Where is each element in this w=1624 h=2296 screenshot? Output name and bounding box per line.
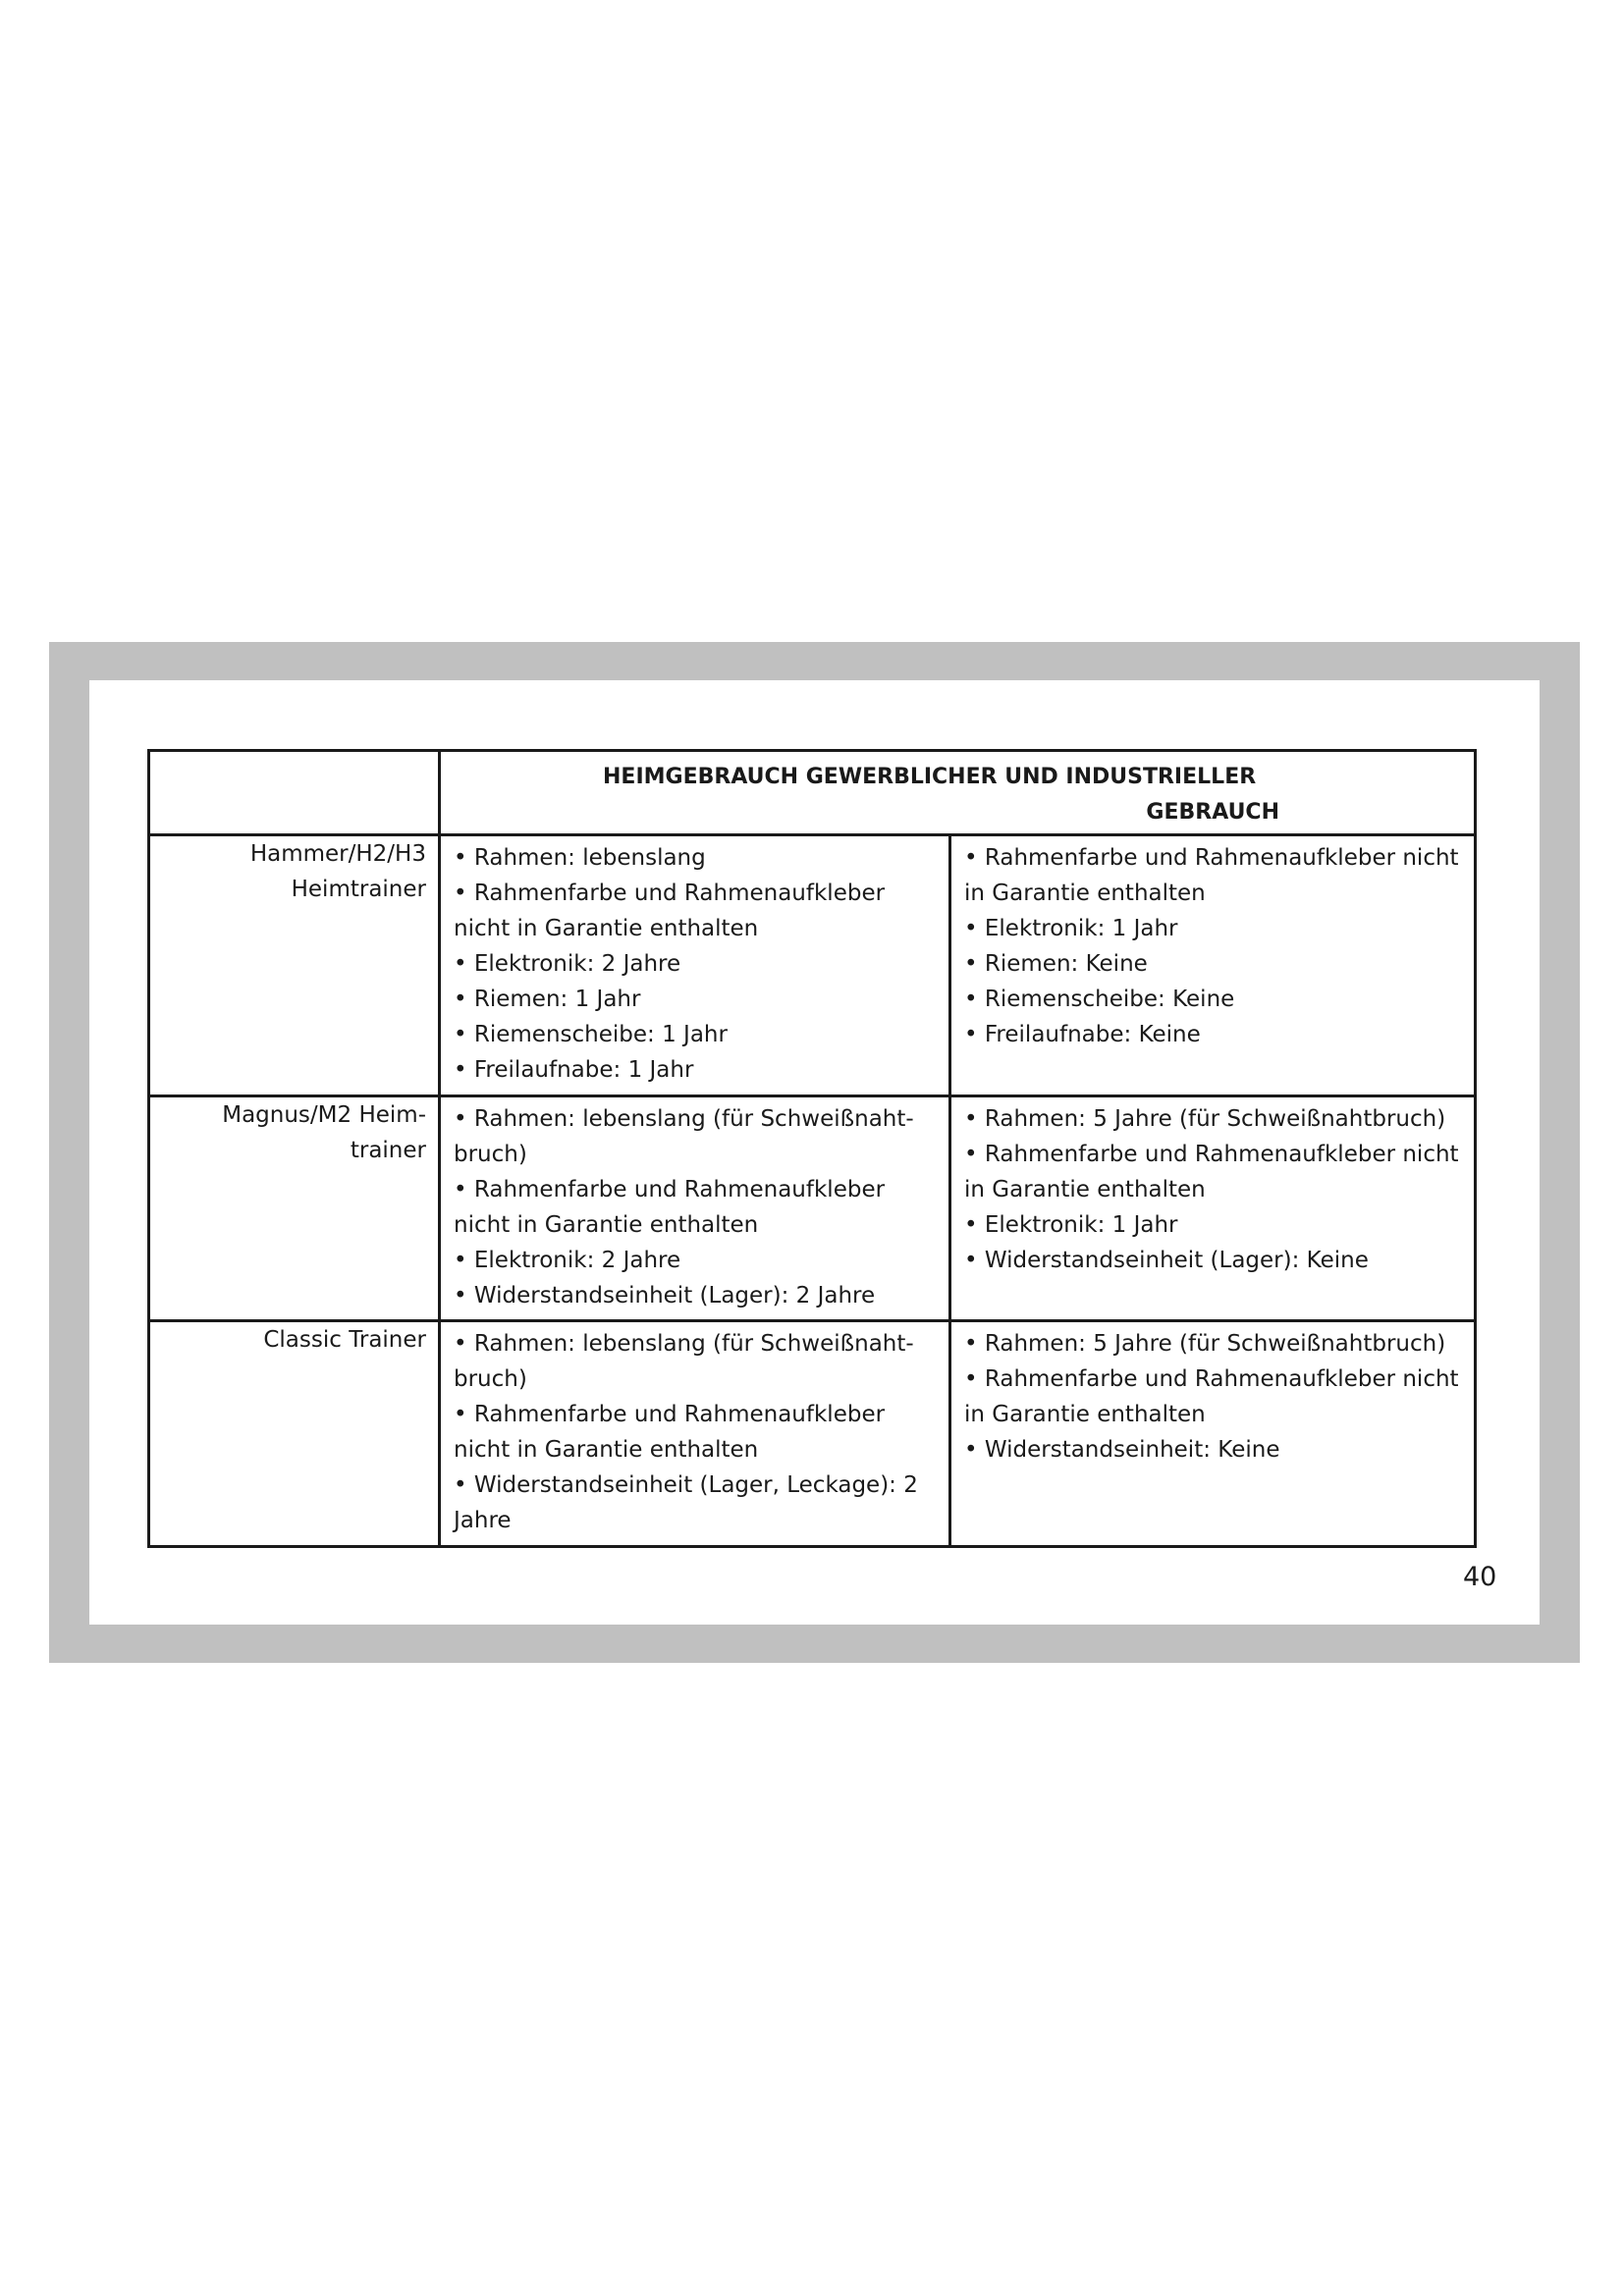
model-name-line-2: Heimtrainer (291, 877, 426, 902)
list-item: • Elektronik: 1 Jahr (964, 916, 1178, 941)
table-header-row (149, 751, 1476, 835)
list-item: • Elektronik: 2 Jahre (454, 1248, 681, 1273)
list-item: • Widerstandseinheit: Keine (964, 1437, 1280, 1463)
model-cell (149, 1321, 440, 1547)
page-number: 40 (1463, 1562, 1497, 1592)
model-name-line-1: Hammer/H2/H3 (249, 841, 426, 867)
commercial-use-cell (950, 1321, 1476, 1547)
commercial-use-cell (950, 835, 1476, 1096)
header-line-1: HEIMGEBRAUCH GEWERBLICHER UND INDUSTRIELLER (603, 765, 1257, 789)
home-use-cell (440, 1096, 950, 1321)
table-row (149, 1321, 1476, 1547)
table-row (149, 1096, 1476, 1321)
list-item: • Riemenscheibe: 1 Jahr (454, 1022, 728, 1047)
list-item: • Widerstandseinheit (Lager): 2 Jahre (454, 1283, 876, 1308)
list-item: • Rahmenfarbe und Rahmenaufkleber nicht in Garantie enthalten (964, 1142, 1459, 1202)
warranty-table (147, 749, 1477, 1548)
list-item: • Elektronik: 2 Jahre (454, 951, 681, 977)
model-name-line-1: Magnus/M2 Heim- (222, 1102, 426, 1128)
list-item: • Rahmen: 5 Jahre (für Schweißnahtbruch) (964, 1331, 1446, 1357)
list-item: • Rahmen: lebenslang (für Schweißnaht-bruch) (454, 1331, 914, 1392)
model-cell (149, 1096, 440, 1321)
header-cell (440, 751, 1476, 835)
list-item: • Widerstandseinheit (Lager): Keine (964, 1248, 1369, 1273)
list-item: • Elektronik: 1 Jahr (964, 1212, 1178, 1238)
home-use-cell (440, 1321, 950, 1547)
list-item: • Freilaufnabe: Keine (964, 1022, 1201, 1047)
header-line-2: GEBRAUCH (1146, 800, 1279, 825)
list-item: • Riemen: 1 Jahr (454, 987, 641, 1012)
list-item: • Rahmenfarbe und Rahmenaufkleber nicht in Garantie enthalten (454, 1402, 886, 1463)
header-empty-cell (149, 751, 440, 835)
list-item: • Riemen: Keine (964, 951, 1148, 977)
home-use-cell (440, 835, 950, 1096)
list-item: • Widerstandseinheit (Lager, Leckage): 2 Jahre (454, 1472, 918, 1533)
model-name-line-2: trainer (350, 1138, 426, 1163)
list-item: • Rahmenfarbe und Rahmenaufkleber nicht in Garantie enthalten (964, 845, 1459, 906)
list-item: • Rahmen: lebenslang (für Schweißnaht-bruch) (454, 1106, 914, 1167)
table-row (149, 835, 1476, 1096)
list-item: • Rahmenfarbe und Rahmenaufkleber nicht in Garantie enthalten (454, 881, 886, 941)
list-item: • Rahmen: lebenslang (454, 845, 706, 871)
list-item: • Riemenscheibe: Keine (964, 987, 1235, 1012)
list-item: • Rahmen: 5 Jahre (für Schweißnahtbruch) (964, 1106, 1446, 1132)
list-item: • Freilaufnabe: 1 Jahr (454, 1057, 694, 1083)
list-item: • Rahmenfarbe und Rahmenaufkleber nicht in Garantie enthalten (454, 1177, 886, 1238)
model-cell (149, 835, 440, 1096)
list-item: • Rahmenfarbe und Rahmenaufkleber nicht in Garantie enthalten (964, 1366, 1459, 1427)
model-name-line-1: Classic Trainer (263, 1327, 426, 1353)
commercial-use-cell (950, 1096, 1476, 1321)
